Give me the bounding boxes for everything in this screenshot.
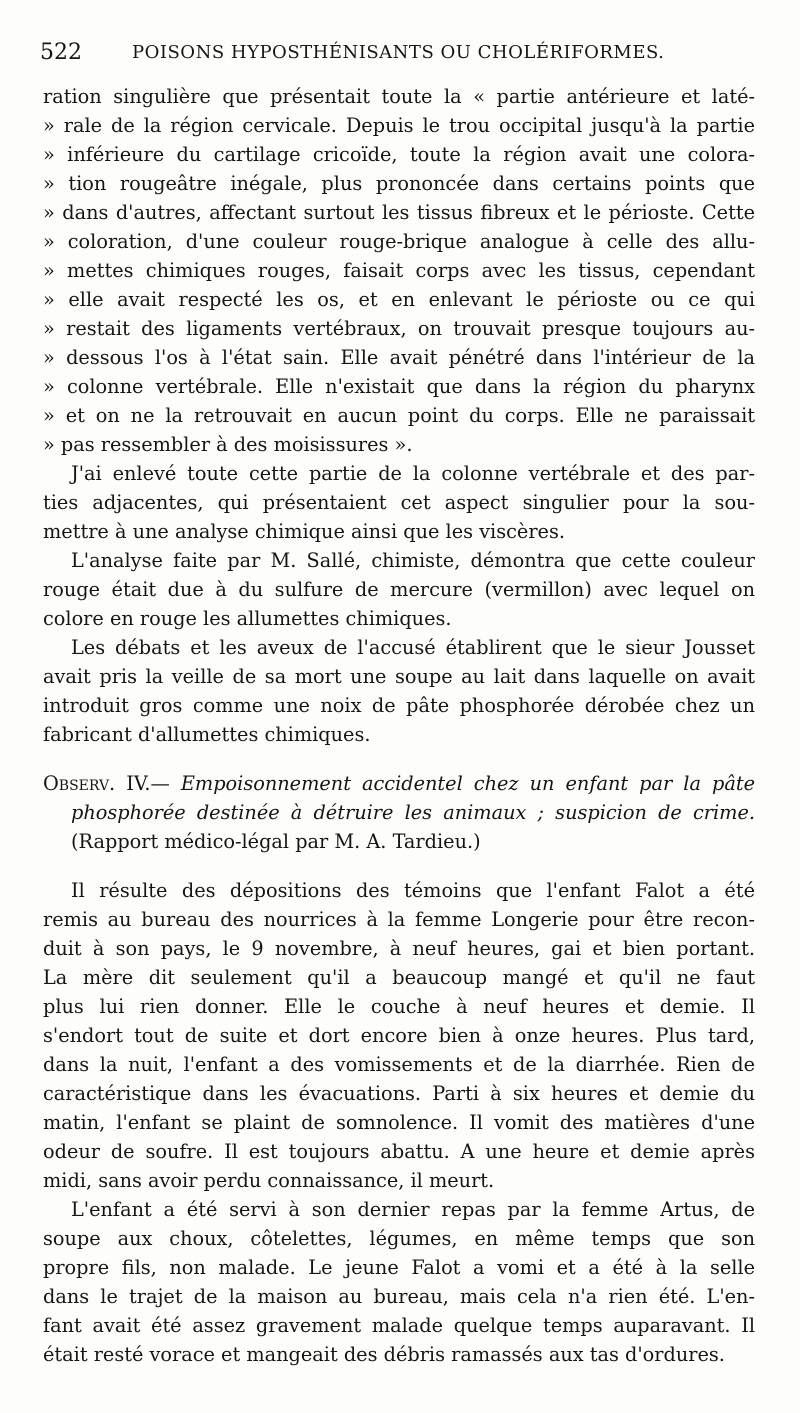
line-text: caractéristique dans les évacuations. Parti à six heures et demie du [43, 1082, 755, 1105]
line-text: colore en rouge les allumettes chimiques. [43, 607, 452, 630]
line-text: remis au bureau des nourrices à la femme Longerie pour être recon- [43, 908, 755, 931]
running-title: POISONS HYPOSTHÉNISANTS OU CHOLÉRIFORMES. [132, 42, 665, 63]
paragraph [43, 546, 755, 633]
text-line [43, 314, 755, 343]
text-line [43, 963, 755, 992]
text-line [43, 1021, 755, 1050]
text-line [43, 1282, 755, 1311]
text-line [43, 575, 755, 604]
line-text: duit à son pays, le 9 novembre, à neuf heures, gai et bien portant. [43, 937, 755, 960]
line-text: » dans d'autres, affectant surtout les tissus fibreux et le périoste. Cette [43, 201, 755, 224]
line-text: » pas ressembler à des moisissures ». [43, 433, 413, 456]
body-text [43, 82, 755, 1369]
line-text: J'ai enlevé toute cette partie de la colonne vertébrale et des par- [71, 462, 755, 485]
line-text: odeur de soufre. Il est toujours abattu. A une heure et demie après [43, 1140, 755, 1163]
text-line [43, 1311, 755, 1340]
line-text: midi, sans avoir perdu connaissance, il meurt. [43, 1169, 495, 1192]
line-text: — Empoisonnement accidentel chez un enfant par la pâte [150, 772, 755, 795]
line-text: Il résulte des dépositions des témoins que l'enfant Falot a été [71, 879, 755, 902]
section-gap [43, 749, 755, 769]
line-text: » mettes chimiques rouges, faisait corps avec les tissus, cependant [43, 259, 755, 282]
paragraph [43, 876, 755, 1195]
paragraph [43, 82, 755, 459]
text-line [43, 256, 755, 285]
text-line [43, 169, 755, 198]
text-line [43, 934, 755, 963]
text-line [43, 1137, 755, 1166]
text-line [43, 198, 755, 227]
line-text: était resté vorace et mangeait des débris ramassés aux tas d'ordures. [43, 1343, 725, 1366]
text-line [43, 1224, 755, 1253]
paragraph [43, 1195, 755, 1369]
line-text: » colonne vertébrale. Elle n'existait que dans la région du pharynx [43, 375, 755, 398]
text-line [43, 285, 755, 314]
text-line [43, 372, 755, 401]
text-line [43, 604, 755, 633]
line-text: rouge était due à du sulfure de mercure (vermillon) avec lequel on [43, 578, 755, 601]
line-text: s'endort tout de suite et dort encore bien à onze heures. Plus tard, [43, 1024, 755, 1047]
line-text: La mère dit seulement qu'il a beaucoup mangé et qu'il ne faut [43, 966, 755, 989]
page-header [40, 40, 760, 74]
line-text: dans la nuit, l'enfant a des vomissements et de la diarrhée. Rien de [43, 1053, 755, 1076]
text-line [43, 1340, 755, 1369]
line-text: soupe aux choux, côtelettes, légumes, en même temps que son [43, 1227, 755, 1250]
text-line [43, 1166, 755, 1195]
text-line [43, 769, 755, 798]
line-text: mettre à une analyse chimique ainsi que les viscères. [43, 520, 565, 543]
text-line [43, 798, 755, 827]
line-text: » tion rougeâtre inégale, plus prononcée dans certains points que [43, 172, 755, 195]
line-text: » et on ne la retrouvait en aucun point du corps. Elle ne paraissait [43, 404, 755, 427]
text-line [43, 662, 755, 691]
line-text: ration singulière que présentait toute la « partie antérieure et laté- [43, 85, 755, 108]
text-line [43, 827, 755, 856]
line-text: avait pris la veille de sa mort une soupe au lait dans laquelle on avait [43, 665, 755, 688]
paragraph [43, 633, 755, 749]
text-line [43, 401, 755, 430]
text-line [43, 140, 755, 169]
paragraph [43, 459, 755, 546]
text-line [43, 992, 755, 1021]
text-line [43, 488, 755, 517]
line-text: matin, l'enfant se plaint de somnolence. Il vomit des matières d'une [43, 1111, 755, 1134]
line-text: L'enfant a été servi à son dernier repas par la femme Artus, de [71, 1198, 755, 1221]
line-text: » restait des ligaments vertébraux, on trouvait presque toujours au- [43, 317, 755, 340]
line-text: propre fils, non malade. Le jeune Falot a vomi et a été à la selle [43, 1256, 755, 1279]
page-number: 522 [40, 40, 82, 65]
text-line [43, 720, 755, 749]
text-line [43, 1079, 755, 1108]
text-line [43, 1108, 755, 1137]
section-gap [43, 856, 755, 876]
line-text: L'analyse faite par M. Sallé, chimiste, démontra que cette couleur [71, 549, 755, 572]
text-line [43, 633, 755, 662]
line-text: » inférieure du cartilage cricoïde, toute la région avait une colora- [43, 143, 755, 166]
line-text: » dessous l'os à l'état sain. Elle avait pénétré dans l'intérieur de la [43, 346, 755, 369]
text-line [43, 546, 755, 575]
observation-heading [43, 769, 755, 856]
line-text: » rale de la région cervicale. Depuis le trou occipital jusqu'à la partie [43, 114, 755, 137]
line-text: (Rapport médico-légal par M. A. Tardieu.) [71, 830, 481, 853]
text-line [43, 517, 755, 546]
text-line [43, 343, 755, 372]
line-text: » coloration, d'une couleur rouge-brique analogue à celle des allu- [43, 230, 755, 253]
text-line [43, 691, 755, 720]
line-text: introduit gros comme une noix de pâte phosphorée dérobée chez un [43, 694, 755, 717]
text-line [43, 1253, 755, 1282]
line-text: fabricant d'allumettes chimiques. [43, 723, 371, 746]
text-line [43, 876, 755, 905]
text-line [43, 430, 755, 459]
line-text: fant avait été assez gravement malade quelque temps auparavant. Il [43, 1314, 755, 1337]
text-line [43, 82, 755, 111]
text-line [43, 1050, 755, 1079]
text-line [43, 111, 755, 140]
text-line [43, 459, 755, 488]
line-text: dans le trajet de la maison au bureau, mais cela n'a rien été. L'en- [43, 1285, 755, 1308]
line-text: Les débats et les aveux de l'accusé établirent que le sieur Jousset [71, 636, 755, 659]
line-text: plus lui rien donner. Elle le couche à neuf heures et demie. Il [43, 995, 755, 1018]
text-line [43, 905, 755, 934]
text-line [43, 1195, 755, 1224]
line-text: ties adjacentes, qui présentaient cet aspect singulier pour la sou- [43, 491, 755, 514]
line-text: phosphorée destinée à détruire les animaux ; suspicion de crime. [71, 801, 755, 824]
text-line [43, 227, 755, 256]
observation-label: Observ. IV. [43, 772, 151, 795]
line-text: » elle avait respecté les os, et en enlevant le périoste ou ce qui [43, 288, 755, 311]
